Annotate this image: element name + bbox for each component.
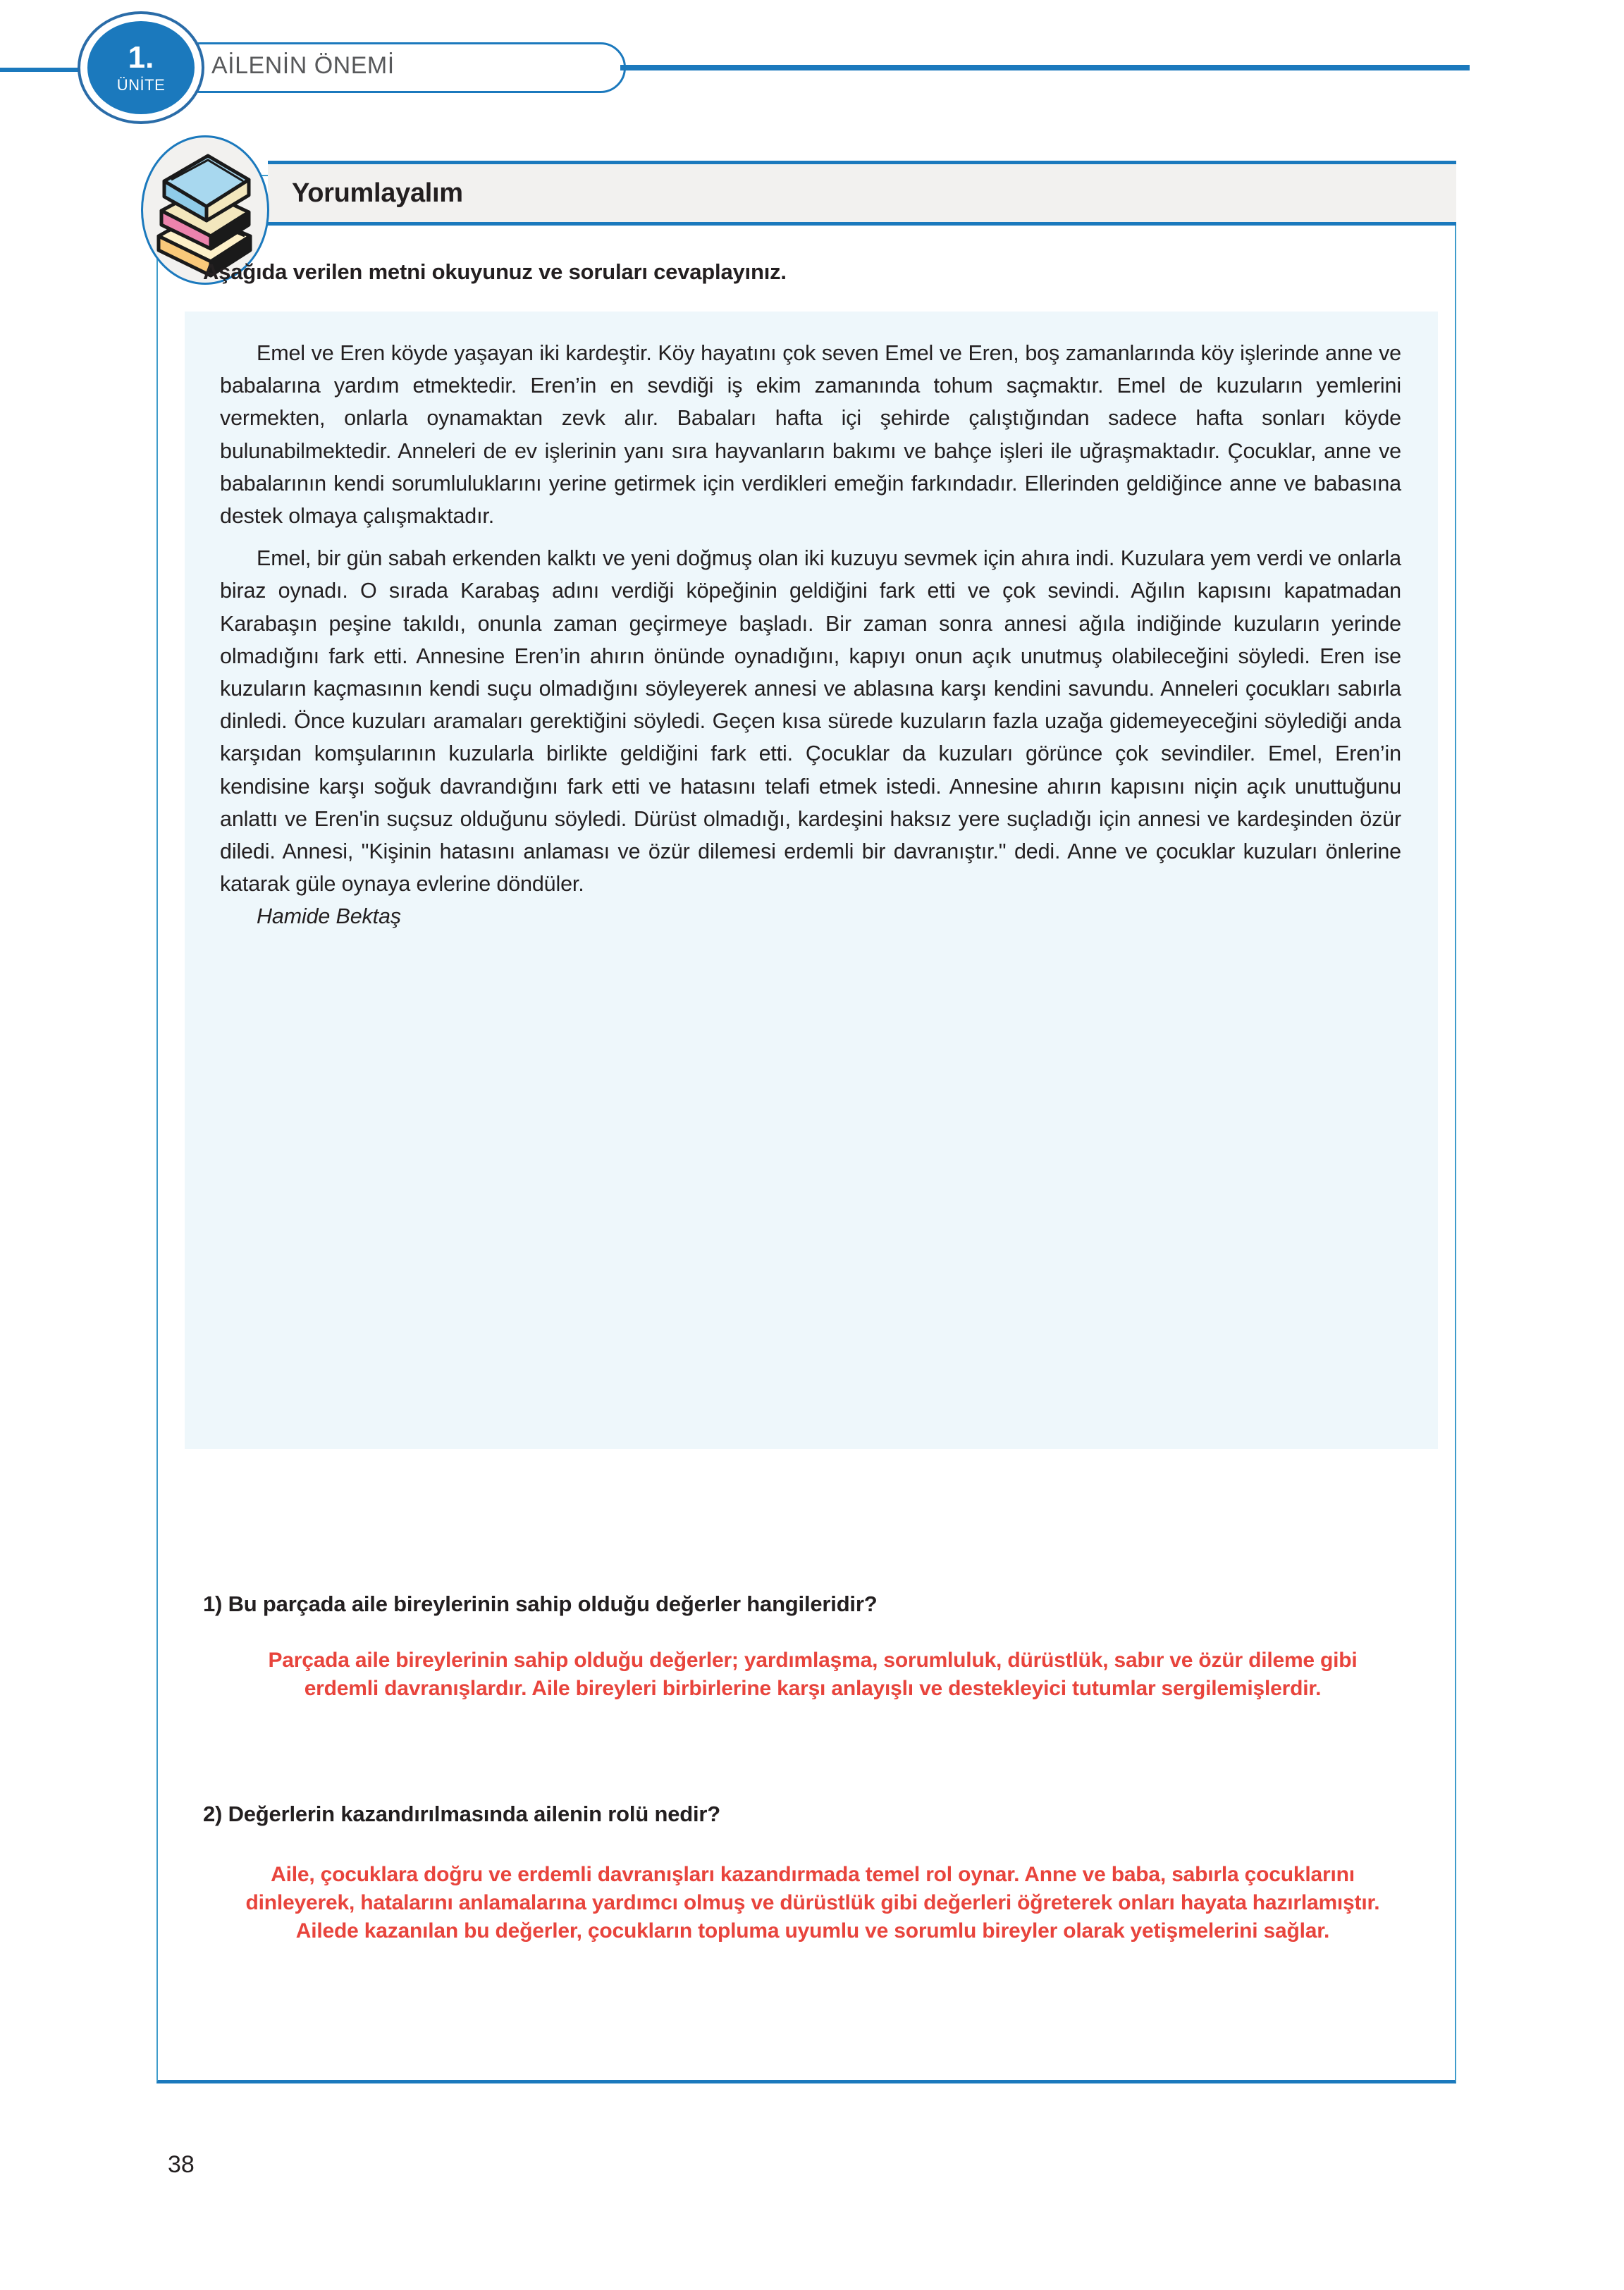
reading-paragraph-2: Emel, bir gün sabah erkenden kalktı ve yeni doğmuş olan iki kuzuyu sevmek için ahıra indi. Kuzulara yem verdi ve onlarla biraz oynadı. O sırada Karabaş adını verdiği köpeğinin geldiğini fark etti ve çok sevindi. Ağılın kapısını kapatmadan Karabaşın peşine takıldı, onunla zaman geçirmeye başladı. Bir zaman sonra annesi ağıla indiğinde kuzuların yerinde olmadığını fark etti. Annesine Eren’in ahırın önünde oynadığını, kapıyı onun açık unutmuş olabileceğini söyledi. Eren ise kuzuların kaçmasının kendi suçu olmadığını söyleyerek annesi ve ablasına karşı kendini savundu. Anneleri çocukları sabırla dinledi. Önce kuzuları aramaları gerektiğini söyledi. Geçen kısa sürede kuzuların fazla uzağa gidemeyeceğini söylediği anda karşıdan komşularının kuzularla birlikte geldiğini fark etti. Çocuklar da kuzuları görünce çok sevindiler. Emel, Eren’in kendisine karşı soğuk davrandığını fark etti ve hatasını telafi etmek istedi. Annesine ahırın kapısını niçin açık unuttuğunu anlattı ve Eren'in suçsuz olduğunu söyledi. Dürüst olmadığı, kardeşini haksız yere suçladığı için annesi ve kardeşinden özür diledi. Annesi, "Kişinin hatasını anlaması ve özür dilemesi erdemli bir davranıştır." dedi. Anne ve çocuklar kuzuları önlerine katarak güle oynaya evlerine döndüler.	[220, 546, 1401, 897]
answer-2: Aile, çocuklara doğru ve erdemli davranışları kazandırmada temel rol oynar. Anne ve baba, sabırla çocuklarını dinleyerek, hatalarını anlamalarına yardımcı olmuş ve dürüstlük gibi değerleri öğreterek onları hayata hazırlamıştır. Ailede kazanılan bu değerler, çocukların topluma uyumlu ve sorumlu bireyler olarak yetişmelerini sağlar.	[245, 1863, 1380, 1943]
page-number: 38	[168, 2151, 195, 2178]
activity-title-bar	[268, 161, 1456, 226]
instruction-text: Aşağıda verilen metni okuyunuz ve soruları cevaplayınız.	[203, 259, 787, 284]
unit-title: AİLENİN ÖNEMİ	[211, 52, 395, 79]
unit-header	[0, 0, 1624, 120]
passage-author: Hamide Bektaş	[257, 904, 401, 929]
reading-paragraph-1: Emel ve Eren köyde yaşayan iki kardeştir. Köy hayatını çok seven Emel ve Eren, boş zamanlarında köy işlerinde anne ve babalarına yardım etmektedir. Eren’in en sevdiği iş ekim zamanında tohum saçmaktır. Emel de kuzuların yemlerini vermekten, onlarla oynamaktan zevk alır. Babaları hafta içi şehirde çalıştığından sadece hafta sonları köyde bulunabilmektedir. Anneleri de ev işlerinin yanı sıra hayvanların bakımı ve bahçe işleri ile uğraşmaktadır. Çocuklar, anne ve babalarının kendi sorumluluklarını yerine getirmek için verdikleri emeğin farkındadır. Ellerinden geldiğince anne ve babasına destek olmaya çalışmaktadır.	[220, 341, 1401, 529]
answer-1: Parçada aile bireylerinin sahip olduğu değerler; yardımlaşma, sorumluluk, dürüstlük, sabır ve özür dileme gibi erdemli davranışlardır. Aile bireyleri birbirlerine karşı anlayışlı ve destekleyici tutumlar sergilemişlerdir.	[268, 1649, 1358, 1700]
question-2: 2) Değerlerin kazandırılmasında ailenin rolü nedir?	[203, 1802, 720, 1826]
question-1: 1) Bu parçada aile bireylerinin sahip olduğu değerler hangileridir?	[203, 1592, 878, 1616]
unit-number: 1.	[128, 40, 154, 75]
unit-badge	[87, 21, 195, 114]
unit-word-label: ÜNİTE	[116, 76, 166, 94]
reading-passage-box	[185, 312, 1438, 1449]
header-right-rule	[620, 65, 1470, 70]
activity-title: Yorumlayalım	[292, 178, 463, 208]
